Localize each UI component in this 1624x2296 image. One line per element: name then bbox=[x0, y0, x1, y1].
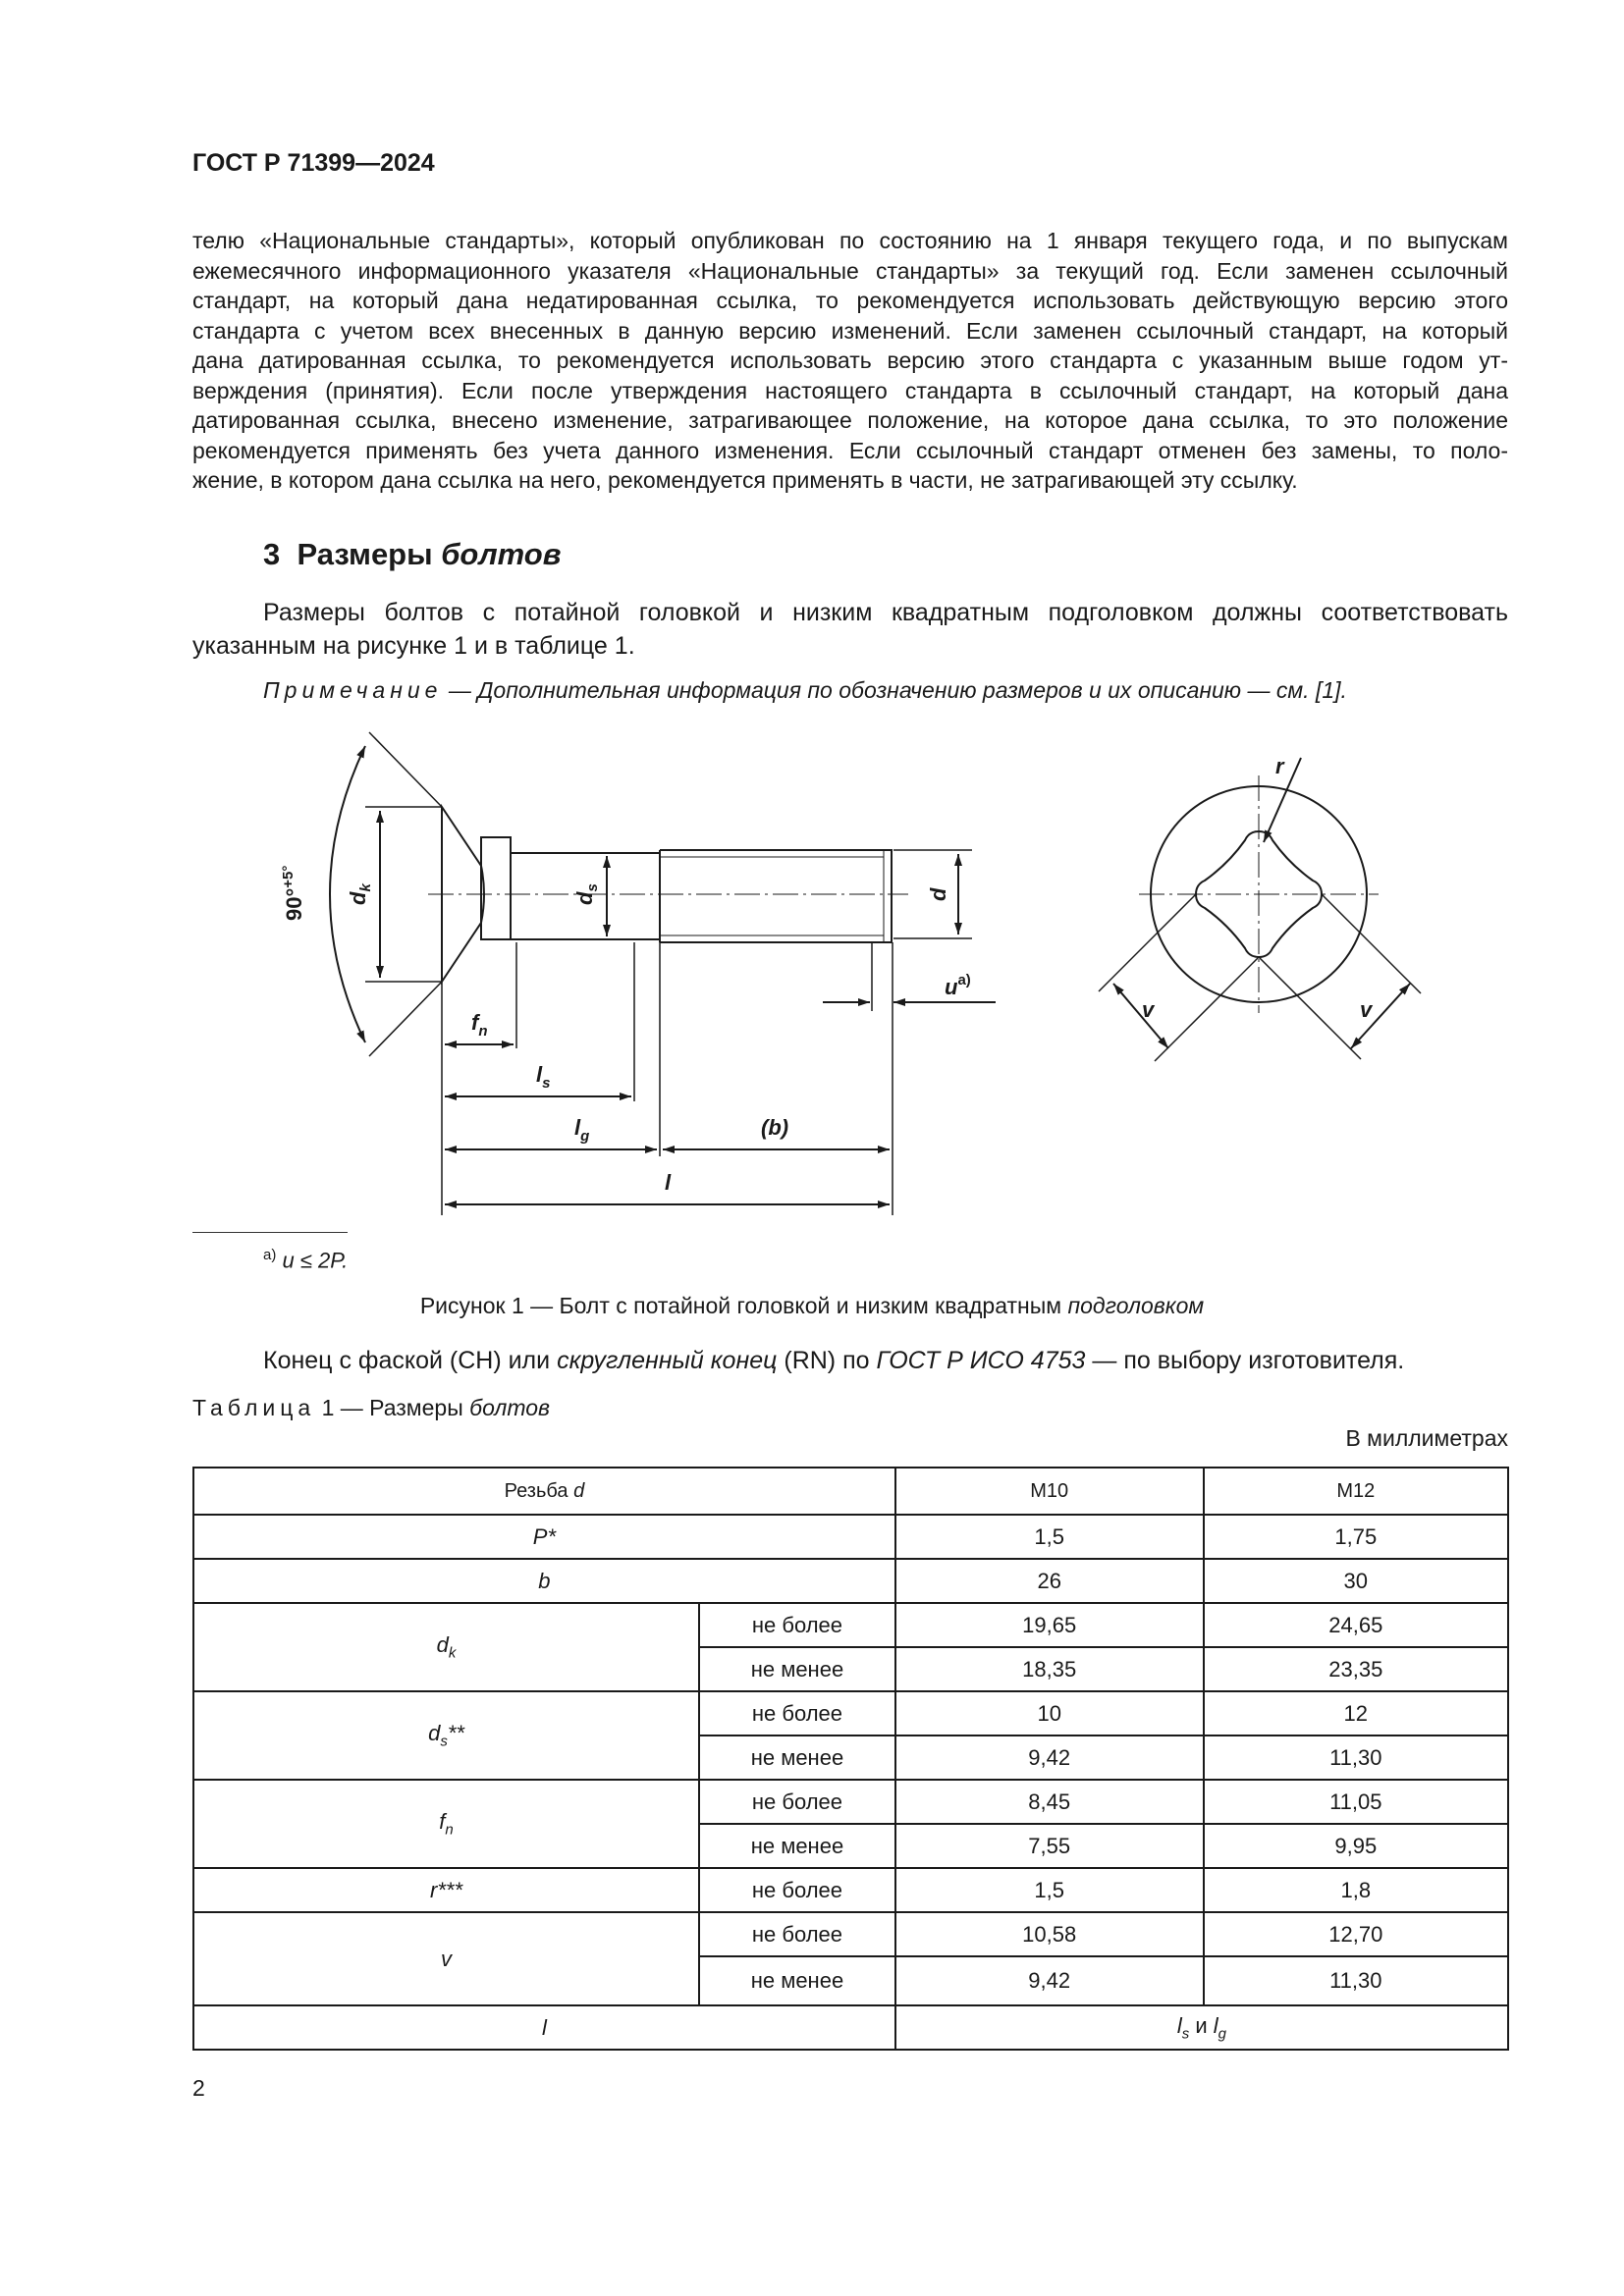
section-heading bbox=[263, 537, 561, 572]
end-text-italic: скругленный конец bbox=[557, 1347, 778, 1374]
header-thread: Резьба d bbox=[193, 1468, 895, 1515]
table-row bbox=[193, 1515, 1508, 1559]
u-label: $u^{a)}$ bbox=[945, 972, 971, 999]
cell-m10: 8,45 bbox=[895, 1780, 1204, 1824]
cell-m10: 18,35 bbox=[895, 1647, 1204, 1691]
header-m10: M10 bbox=[895, 1468, 1204, 1515]
ds-label: $d_s$ bbox=[572, 883, 601, 905]
angle-label: 90°$^{+5^\circ}$ bbox=[280, 865, 306, 921]
row-limit: не более bbox=[699, 1780, 895, 1824]
intro-line: стандарт, на который дана недатированная ссылка, то рекомендуется использовать действующую версию этого bbox=[192, 288, 1508, 313]
bolt-neck bbox=[481, 837, 511, 939]
row-symbol: v bbox=[193, 1912, 699, 2005]
row-symbol: b bbox=[193, 1559, 895, 1603]
caption-italic: подголовком bbox=[1067, 1293, 1205, 1318]
table-header-row bbox=[193, 1468, 1508, 1515]
cell-m12: 1,8 bbox=[1204, 1868, 1508, 1912]
row-symbol: $f_n$ bbox=[193, 1780, 699, 1868]
caption-text: Рисунок 1 — Болт с потайной головкой и низким квадратным bbox=[419, 1293, 1068, 1318]
standard-header: ГОСТ Р 71399—2024 bbox=[192, 149, 435, 177]
intro-line: датированная ссылка, внесено изменение, затрагивающее положение, на которое дана ссылка, то это положение bbox=[192, 407, 1508, 433]
intro-line: ежемесячного информационного указателя «Национальные стандарты» за текущий год. Если заменен ссылочный bbox=[192, 257, 1508, 284]
row-symbol: l bbox=[193, 2005, 895, 2050]
table-row bbox=[193, 1691, 1508, 1735]
note-label: Примечание bbox=[263, 677, 443, 703]
cell-m12: 24,65 bbox=[1204, 1603, 1508, 1647]
table-units: В миллиметрах bbox=[1345, 1425, 1508, 1451]
cell-m10: 9,42 bbox=[895, 1956, 1204, 2005]
section-title: Размеры bbox=[297, 537, 433, 571]
cell-m12: 9,95 bbox=[1204, 1824, 1508, 1868]
note bbox=[263, 677, 1347, 704]
b-label: (b) bbox=[761, 1115, 789, 1140]
section-line: указанным на рисунке 1 и в таблице 1. bbox=[192, 632, 635, 660]
row-symbol: P* bbox=[193, 1515, 895, 1559]
row-limit: не более bbox=[699, 1868, 895, 1912]
d-label: d bbox=[926, 887, 950, 901]
note-text: — Дополнительная информация по обозначению размеров и их описанию — см. [1]. bbox=[442, 677, 1347, 703]
end-text-part: (RN) по bbox=[777, 1347, 877, 1374]
cell-m12: 11,30 bbox=[1204, 1956, 1508, 2005]
page-number: 2 bbox=[192, 2075, 205, 2101]
intro-line: рекомендуется применять без учета данного изменения. Если ссылочный стандарт отменен без замены, то поло- bbox=[192, 437, 1508, 463]
bolt-figure bbox=[0, 717, 1624, 1227]
row-symbol: $d_k$ bbox=[193, 1603, 699, 1691]
row-limit: не менее bbox=[699, 1824, 895, 1868]
bolt-side-view bbox=[330, 732, 996, 1215]
row-limit: не менее bbox=[699, 1956, 895, 2005]
row-limit: не более bbox=[699, 1912, 895, 1956]
intro-line: жение, в котором дана ссылка на него, рекомендуется применять в части, не затрагивающей эту ссылку. bbox=[192, 467, 1298, 493]
v-label-left: v bbox=[1142, 997, 1155, 1022]
end-text-part: — по выбору изготовителя. bbox=[1085, 1347, 1405, 1374]
end-text bbox=[263, 1347, 1404, 1375]
cell-m12: 12,70 bbox=[1204, 1912, 1508, 1956]
cell-m12: 1,75 bbox=[1204, 1515, 1508, 1559]
section-number: 3 bbox=[263, 537, 281, 571]
intro-line: телю «Национальные стандарты», который опубликован по состоянию на 1 января текущего года, и по выпускам bbox=[192, 228, 1508, 253]
ls-label: $l_s$ bbox=[536, 1062, 551, 1092]
header-m12: M12 bbox=[1204, 1468, 1508, 1515]
r-label: r bbox=[1275, 754, 1284, 778]
section-line: Размеры болтов с потайной головкой и низким квадратным подголовком должны соответствовать bbox=[263, 599, 1508, 626]
bolt-thread bbox=[660, 850, 892, 942]
table-row bbox=[193, 1559, 1508, 1603]
table-row bbox=[193, 1912, 1508, 1956]
intro-line: дана датированная ссылка, то рекомендуется использовать версию этого стандарта с указанным выше годом ут- bbox=[192, 347, 1508, 373]
table-row bbox=[193, 1780, 1508, 1824]
row-limit: не менее bbox=[699, 1647, 895, 1691]
end-text-part: Конец с фаской (CH) или bbox=[263, 1347, 558, 1374]
cell-m10: 9,42 bbox=[895, 1735, 1204, 1780]
fn-label: $f_n$ bbox=[471, 1010, 488, 1040]
cell-m12: 11,30 bbox=[1204, 1735, 1508, 1780]
cell-m12: 12 bbox=[1204, 1691, 1508, 1735]
row-limit: не менее bbox=[699, 1735, 895, 1780]
figure-caption bbox=[0, 1293, 1624, 1319]
cell-m10: 1,5 bbox=[895, 1515, 1204, 1559]
cell-m10: 26 bbox=[895, 1559, 1204, 1603]
row-limit: не более bbox=[699, 1603, 895, 1647]
cell-m10: 10,58 bbox=[895, 1912, 1204, 1956]
v-label-right: v bbox=[1360, 997, 1373, 1022]
footnote-marker: a) bbox=[263, 1247, 277, 1263]
v-dimension-left bbox=[1113, 984, 1168, 1048]
table-title bbox=[192, 1395, 550, 1421]
table-title-number: 1 — Размеры bbox=[315, 1395, 470, 1420]
cell-l-value: $l_s$ и $l_g$ bbox=[895, 2005, 1508, 2050]
intro-paragraph bbox=[192, 226, 1508, 496]
table-title-italic: болтов bbox=[469, 1395, 551, 1420]
section-paragraph bbox=[192, 596, 1508, 663]
cell-m12: 11,05 bbox=[1204, 1780, 1508, 1824]
cell-m12: 23,35 bbox=[1204, 1647, 1508, 1691]
figure-footnote bbox=[263, 1247, 348, 1273]
footnote-text: u ≤ 2P. bbox=[282, 1248, 349, 1273]
row-limit: не более bbox=[699, 1691, 895, 1735]
table-title-label: Таблица bbox=[192, 1395, 316, 1420]
cell-m10: 1,5 bbox=[895, 1868, 1204, 1912]
dimensions-table bbox=[192, 1467, 1509, 2051]
dk-label: $d_k$ bbox=[346, 883, 374, 905]
l-label: l bbox=[665, 1170, 672, 1195]
lg-label: $l_g$ bbox=[574, 1115, 590, 1145]
cell-m10: 10 bbox=[895, 1691, 1204, 1735]
table-row bbox=[193, 2005, 1508, 2050]
cell-m10: 19,65 bbox=[895, 1603, 1204, 1647]
footnote-rule bbox=[192, 1232, 348, 1233]
row-symbol: $d_s**$ bbox=[193, 1691, 699, 1780]
standard-reference: ГОСТ Р ИСО 4753 bbox=[876, 1347, 1086, 1374]
intro-line: верждения (принятия). Если после утверждения настоящего стандарта в ссылочный стандарт, на который дана bbox=[192, 377, 1508, 403]
cell-m10: 7,55 bbox=[895, 1824, 1204, 1868]
table-row bbox=[193, 1868, 1508, 1912]
cell-m12: 30 bbox=[1204, 1559, 1508, 1603]
section-title-italic: болтов bbox=[441, 537, 562, 571]
table-row bbox=[193, 1603, 1508, 1647]
row-symbol: r*** bbox=[193, 1868, 699, 1912]
intro-line: стандарта с учетом всех внесенных в данную версию изменений. Если заменен ссылочный стандарт, на который bbox=[192, 317, 1508, 344]
